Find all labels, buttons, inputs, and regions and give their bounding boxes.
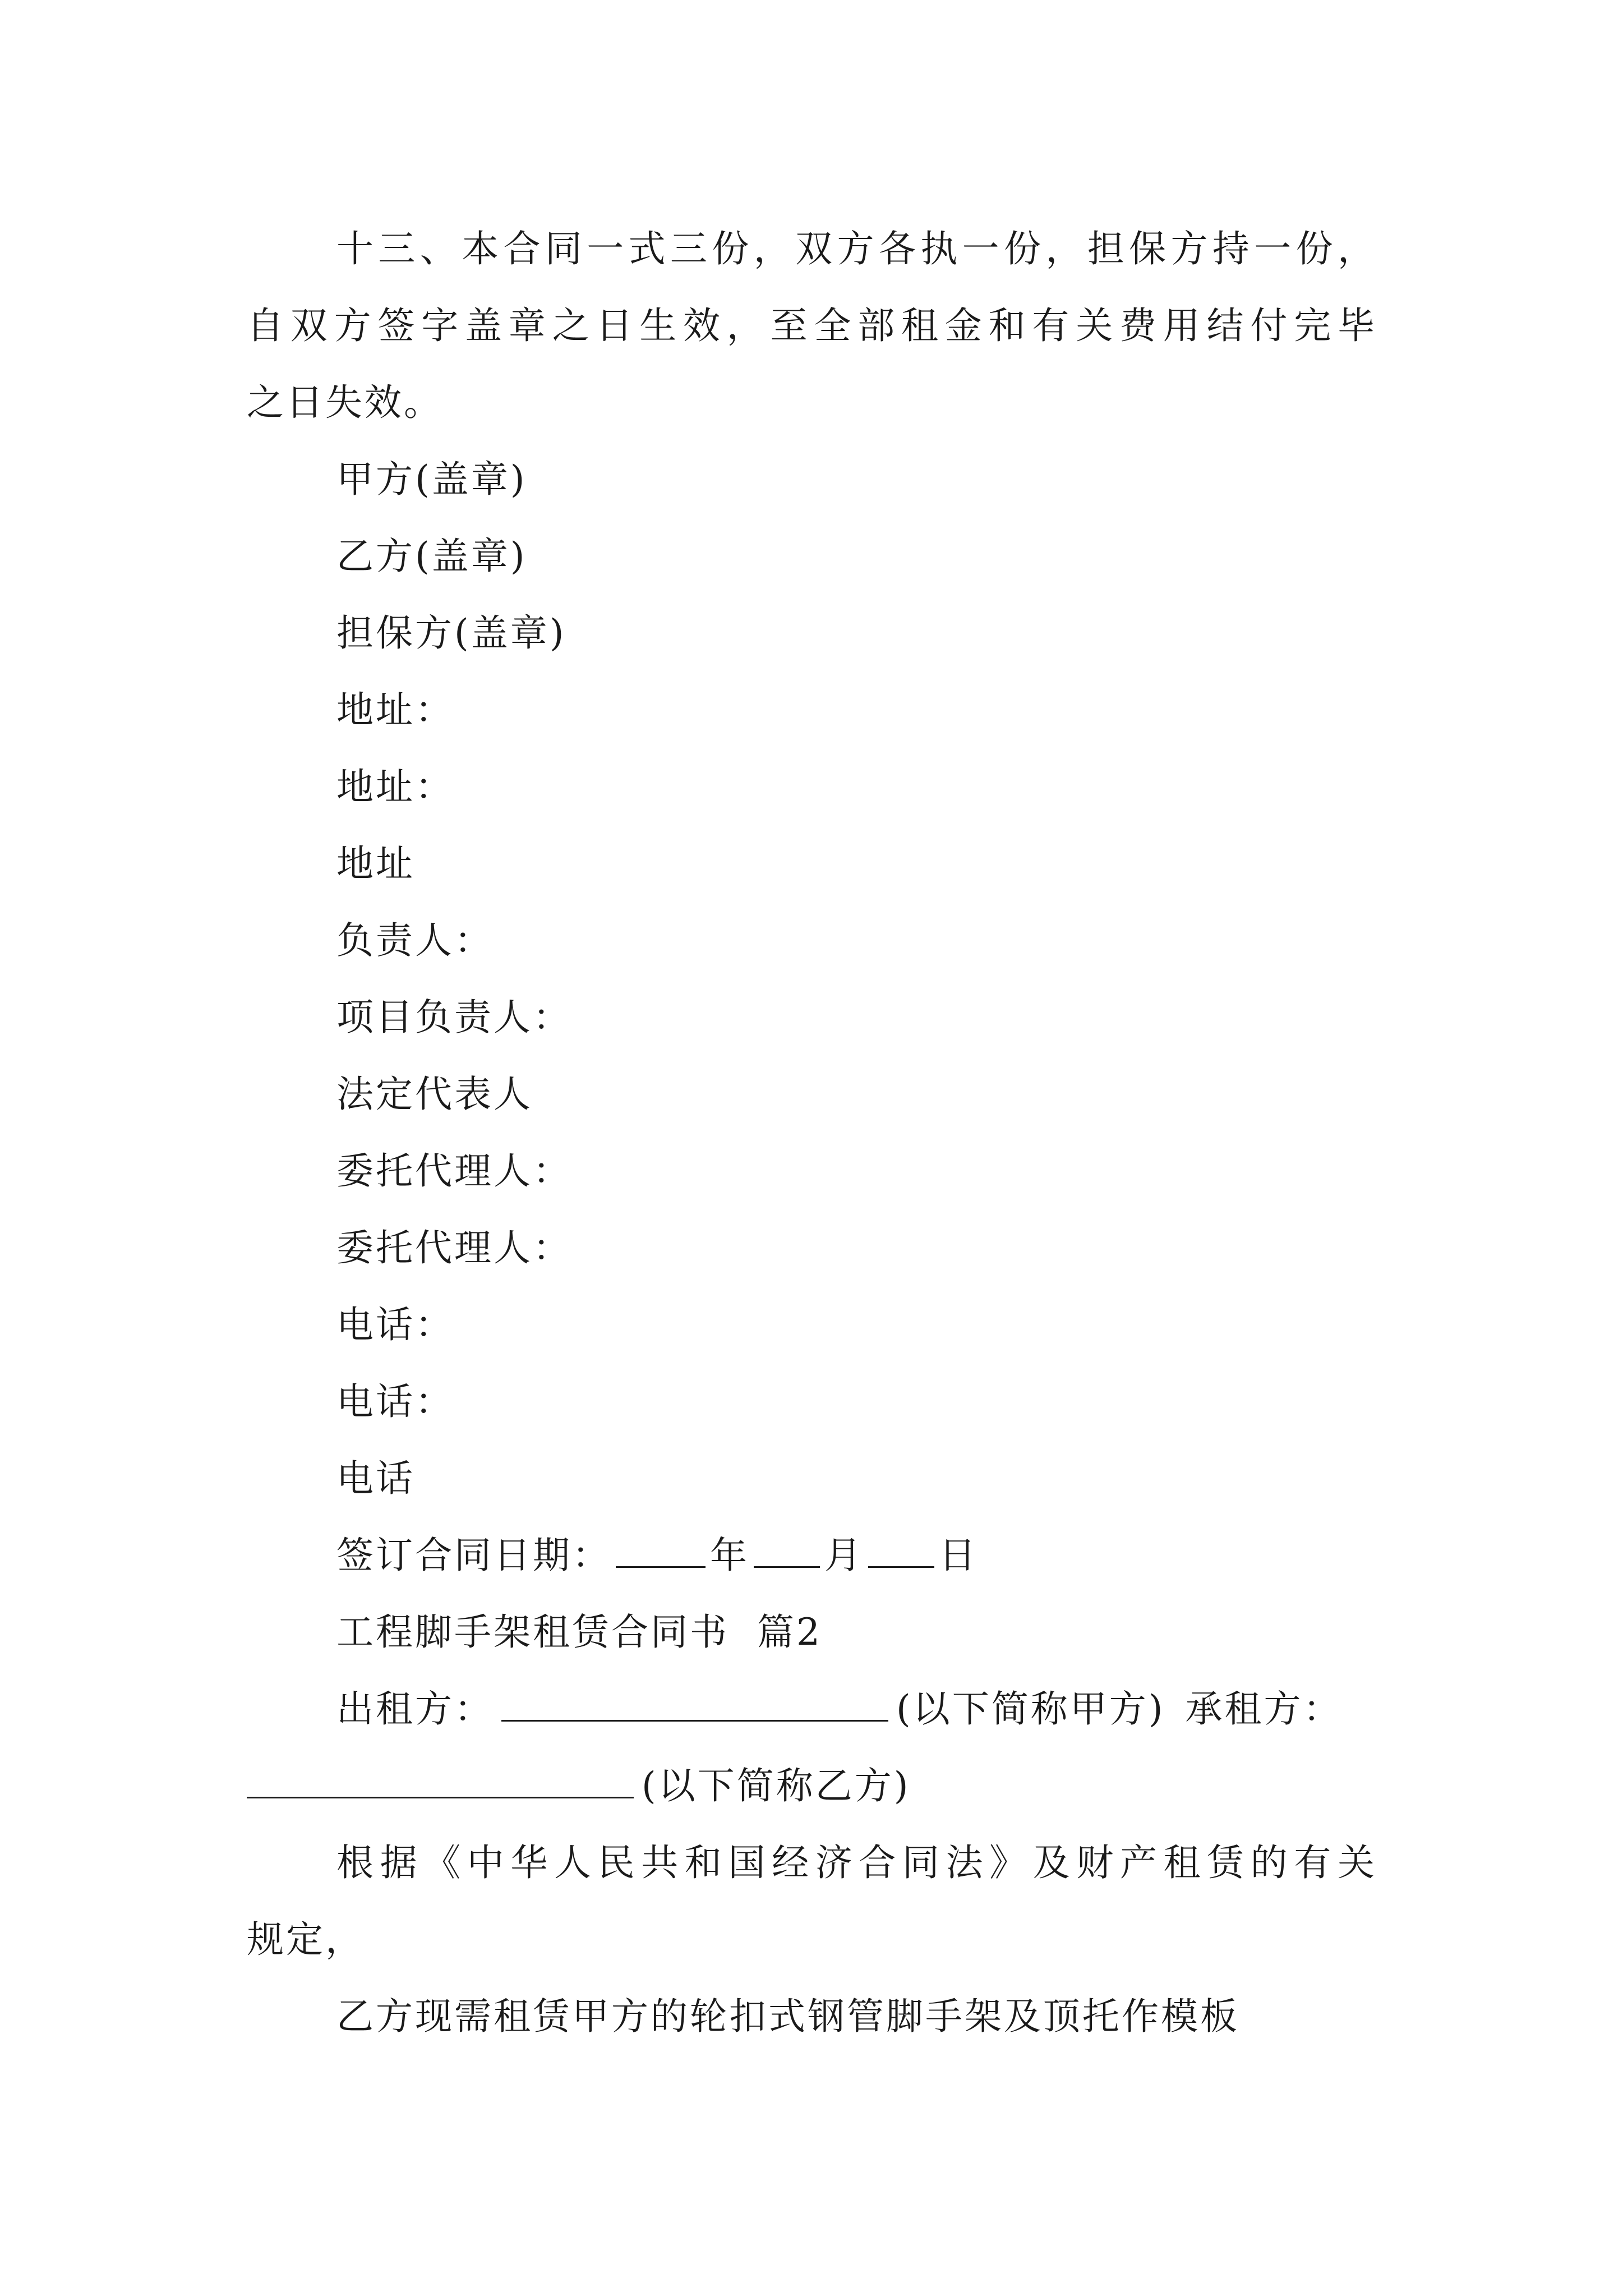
phone-line-3: 电话	[336, 1457, 415, 1500]
lessor-line	[247, 1671, 1377, 1747]
lessor-label: 出租方：	[336, 1687, 494, 1731]
lessee-name-blank[interactable]	[247, 1766, 634, 1798]
address-line-2: 地址：	[336, 765, 454, 808]
lessee-suffix: (以下简称乙方)	[642, 1764, 911, 1807]
day-blank[interactable]	[868, 1536, 934, 1568]
party-a-seal: 甲方(盖章)	[336, 458, 527, 501]
party-b-seal: 乙方(盖章)	[336, 535, 527, 578]
address-line-1: 地址：	[336, 688, 454, 731]
agent-line-1: 委托代理人：	[336, 1149, 572, 1193]
agent-line-2: 委托代理人：	[336, 1226, 572, 1269]
day-label: 日	[939, 1534, 978, 1577]
lessor-suffix: (以下简称甲方)	[896, 1687, 1165, 1731]
person-in-charge: 负责人：	[336, 919, 494, 962]
phone-line-1: 电话：	[336, 1303, 454, 1346]
month-blank[interactable]	[754, 1536, 820, 1568]
lessee-label: 承租方：	[1185, 1687, 1343, 1731]
lessor-name-blank[interactable]	[501, 1690, 888, 1722]
year-blank[interactable]	[616, 1536, 706, 1568]
clause-13-line-2: 自双方签字盖章之日生效，至全部租金和有关费用结付完毕	[247, 304, 1377, 347]
sign-date-line	[247, 1517, 1377, 1594]
lessee-line	[247, 1747, 1377, 1824]
clause-13-line-1: 十三、本合同一式三份，双方各执一份，担保方持一份，	[336, 227, 1377, 270]
month-label: 月	[824, 1534, 864, 1577]
clause-13-line-3: 之日失效。	[247, 381, 443, 424]
phone-line-2: 电话：	[336, 1380, 454, 1423]
document-body	[247, 210, 1377, 2055]
guarantor-seal: 担保方(盖章)	[336, 611, 566, 655]
section-2-title: 工程脚手架租赁合同书 篇2	[336, 1611, 822, 1654]
sign-date-label: 签订合同日期：	[336, 1534, 611, 1577]
lease-need-line: 乙方现需租赁甲方的轮扣式钢管脚手架及顶托作模板	[336, 1995, 1239, 2038]
basis-line-2: 规定，	[247, 1918, 365, 1961]
basis-line-1: 根据《中华人民共和国经济合同法》及财产租赁的有关	[336, 1841, 1377, 1884]
address-line-3: 地址	[336, 842, 415, 885]
legal-representative: 法定代表人	[336, 1073, 533, 1116]
year-label: 年	[710, 1534, 749, 1577]
project-person-in-charge: 项目负责人：	[336, 996, 572, 1039]
